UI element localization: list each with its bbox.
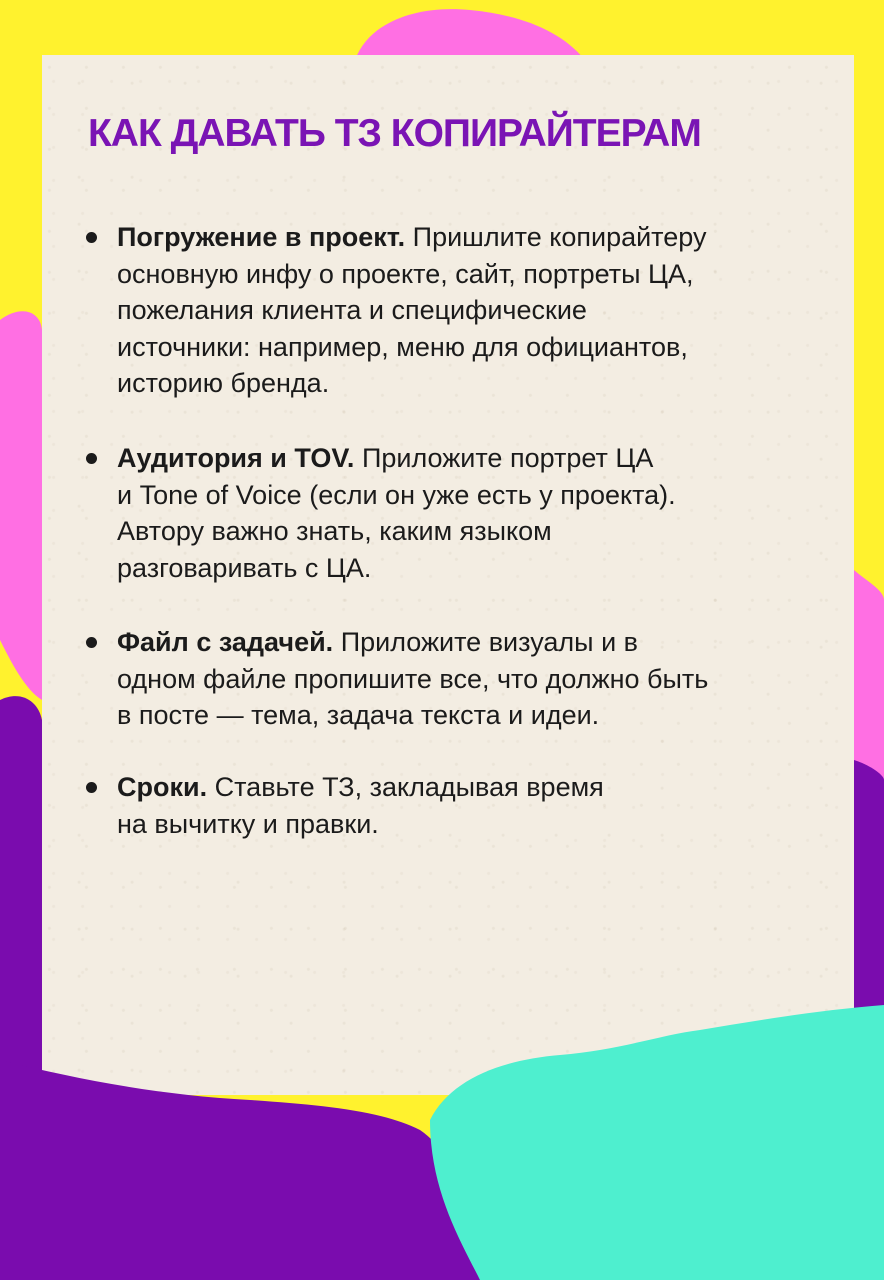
item-first-line	[117, 769, 837, 806]
bullet-icon	[86, 453, 97, 464]
item-text: разговаривать с ЦА.	[117, 552, 372, 583]
item-text: и Tone of Voice (если он уже есть у проекта).	[117, 479, 676, 510]
item-text: пожелания клиента и специфические	[117, 295, 587, 325]
list-item	[117, 769, 837, 842]
item-text: Пришлите копирайтеру	[412, 222, 707, 252]
item-heading: Файл с задачей.	[117, 627, 334, 657]
item-text: Ставьте ТЗ, закладывая время	[214, 772, 604, 802]
item-first-line	[117, 219, 837, 256]
item-text: одном файле пропишите все, что должно быть	[117, 663, 709, 694]
item-text: историю бренда.	[117, 368, 330, 398]
list-item	[117, 219, 837, 402]
item-text: на вычитку и правки.	[117, 808, 379, 839]
bullet-icon	[86, 637, 97, 648]
list-item	[117, 624, 837, 734]
item-first-line	[117, 624, 837, 661]
item-heading: Сроки.	[117, 772, 208, 802]
item-text: Автору важно знать, каким языком	[117, 516, 552, 546]
item-text: Приложите портрет ЦА	[361, 443, 654, 473]
item-text: основную инфу о проекте, сайт, портреты ЦА,	[117, 258, 694, 289]
item-text: в посте — тема, задача текста и идеи.	[117, 700, 600, 730]
item-first-line	[117, 440, 837, 477]
item-heading: Погружение в проект.	[117, 222, 406, 252]
item-text: источники: например, меню для официантов,	[117, 331, 688, 362]
item-text: Приложите визуалы и в	[340, 627, 639, 657]
item-heading: Аудитория и TOV.	[117, 443, 355, 473]
page-title: КАК ДАВАТЬ ТЗ КОПИРАЙТЕРАМ	[88, 112, 701, 155]
list-item	[117, 440, 837, 586]
bullet-icon	[86, 232, 97, 243]
bullet-icon	[86, 782, 97, 793]
